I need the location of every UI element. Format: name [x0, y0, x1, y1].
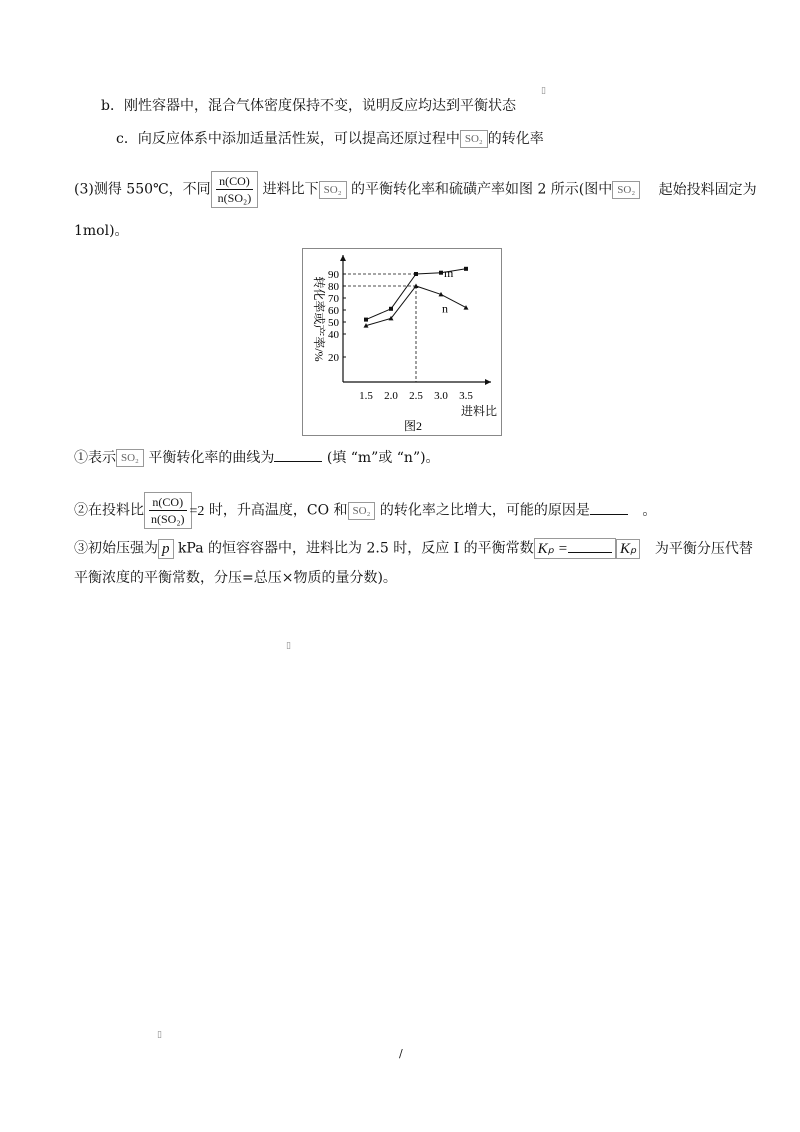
- answer-blank[interactable]: [590, 500, 628, 515]
- series-label-n: n: [442, 301, 448, 316]
- figure-caption: 图2: [403, 419, 423, 433]
- data-point-n: [464, 305, 469, 310]
- so2-formula: SO₂: [460, 130, 488, 148]
- y-tick-label: 90: [328, 269, 339, 281]
- question-3-sub-cont: 平衡浓度的平衡常数，分压=总压×物质的量分数)。: [74, 570, 397, 586]
- data-point-m: [364, 318, 368, 322]
- question-2: ②在投料比 $\frac{n(CO)}{\text{n(SO₂)}}$ =2 时，升高温度，CO 和 SO₂ 的转化率之比增大，可能的原因是 。: [74, 492, 656, 529]
- kp-symbol: Kₚ: [616, 539, 640, 559]
- x-tick-label: 3.0: [434, 390, 448, 402]
- conversion-chart: [302, 248, 502, 436]
- y-tick-label: 50: [328, 317, 339, 329]
- so2-formula: SO₂: [348, 502, 376, 520]
- artifact-icon: ▯: [157, 1030, 162, 1040]
- data-point-m: [389, 307, 393, 311]
- x-axis-arrow: [485, 379, 491, 385]
- data-point-m: [414, 272, 418, 276]
- artifact-icon: ▯: [541, 86, 546, 96]
- question-3-sub: ③初始压强为 p kPa 的恒容容器中，进料比为 2.5 时，反应 I 的平衡常数 Kₚ = Kₚ 为平衡分压代替: [74, 538, 753, 559]
- option-c: c．向反应体系中添加适量活性炭，可以提高还原过程中 SO₂ 的转化率: [116, 131, 544, 147]
- y-axis-label: 转化率或产率/%: [312, 276, 326, 362]
- answer-blank[interactable]: [274, 447, 322, 462]
- so2-formula: SO₂: [612, 181, 640, 199]
- y-tick-label: 20: [328, 352, 339, 364]
- question-3: (3)测得 550℃，不同 $\frac{n(CO)}{\text{n(SO₂)}}$ 进料比下 SO₂ 的平衡转化率和硫磺产率如图 2 所示(图中 SO₂ 起始投料固定为: [74, 171, 757, 208]
- chart-svg: [303, 249, 501, 435]
- question-3-cont: 1mol)。: [74, 223, 129, 239]
- so2-formula: SO₂: [116, 449, 144, 467]
- feed-ratio-fraction: $\frac{n(CO)}{\text{n(SO₂)}}$: [144, 492, 192, 529]
- question-1: ①表示 SO₂ 平衡转化率的曲线为 (填 “m”或 “n”)。: [74, 447, 440, 468]
- series-label-m: m: [444, 265, 454, 280]
- so2-formula: SO₂: [319, 181, 347, 199]
- x-axis-label: 进料比: [460, 404, 497, 418]
- x-tick-label: 2.5: [409, 390, 423, 402]
- y-tick-label: 80: [328, 281, 339, 293]
- y-axis-arrow: [340, 255, 346, 261]
- y-tick-label: 70: [328, 293, 339, 305]
- pressure-symbol: p: [158, 539, 174, 559]
- x-tick-label: 3.5: [459, 390, 473, 402]
- data-point-m: [464, 267, 468, 271]
- x-tick-label: 1.5: [359, 390, 373, 402]
- x-tick-label: 2.0: [384, 390, 398, 402]
- y-tick-label: 60: [328, 305, 339, 317]
- artifact-icon: ▯: [286, 641, 291, 651]
- page-mark: /: [399, 1047, 403, 1060]
- option-b: b．刚性容器中，混合气体密度保持不变，说明反应均达到平衡状态: [101, 98, 516, 114]
- feed-ratio-fraction: $\frac{n(CO)}{\text{n(SO₂)}}$: [211, 171, 259, 208]
- kp-answer-box[interactable]: Kₚ =: [534, 538, 616, 559]
- data-point-m: [439, 271, 443, 275]
- y-tick-label: 40: [328, 329, 339, 341]
